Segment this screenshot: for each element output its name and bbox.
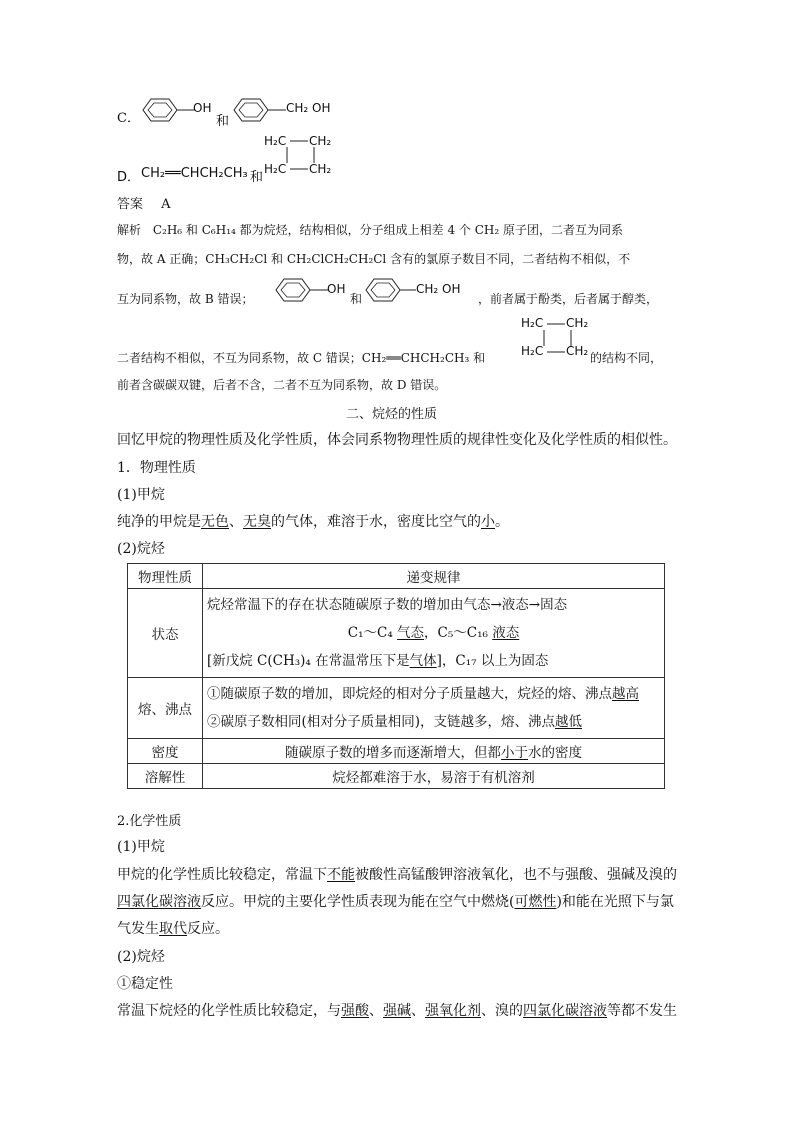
solubility-text: 烷烃都难溶于水，易溶于有机溶剂 [203, 764, 665, 789]
section-title: 二、烷烃的性质 [346, 407, 438, 422]
chemical-properties-heading: 2.化学性质 [117, 814, 182, 829]
methane-physical-text: 纯净的甲烷是无色、无臭的气体，难溶于水，密度比空气的小。 [117, 514, 509, 530]
analysis-line-3b: ，前者属于酚类，后者属于醇类， [478, 292, 659, 306]
ring-bottom-left: H₂C [264, 162, 287, 176]
option-c-join: 和 [216, 114, 230, 129]
physical-properties-heading: 1．物理性质 [117, 460, 196, 476]
table-row-key: 密度 [128, 739, 203, 764]
analysis-line-4b: 的结构不同， [590, 351, 663, 365]
methane-heading: (1)甲烷 [117, 487, 165, 503]
ring-bottom-right: CH₂ [309, 162, 332, 176]
analysis-ch2oh: CH₂ OH [416, 282, 461, 296]
table-row [128, 764, 665, 789]
option-c-label: C． [117, 111, 140, 126]
analysis-label: 解析 [117, 223, 142, 237]
blank-odorless: 无臭 [243, 514, 271, 530]
phenol-oh-group: OH [193, 101, 212, 115]
table-header-trend: 递变规律 [203, 564, 665, 589]
section-intro: 回忆甲烷的物理性质及化学性质，体会同系物物理性质的规律性变化及化学性质的相似性。 [117, 432, 677, 448]
chem-methane-heading: (1)甲烷 [117, 839, 165, 855]
analysis-line-2: 物，故 A 正确；CH₃CH₂Cl 和 CH₂ClCH₂CH₂Cl 含有的氯原子数目不同，二者结构不相似，不 [117, 252, 631, 266]
analysis-line-3a: 互为同系物，故 B 错误； [117, 292, 254, 306]
answer-value: A [161, 197, 171, 212]
table-row [128, 589, 665, 678]
chem-paragraph-line-2: 四氯化碳溶液反应。甲烷的主要化学性质表现为能在空气中燃烧(可燃性)和能在光照下与氯 [117, 894, 674, 910]
analysis-line-1: C₂H₆ 和 C₆H₁₄ 都为烷烃，结构相似，分子组成上相差 4 个 CH₂ 原子团，二者互为同系 [152, 223, 623, 237]
option-d-join: 和 [250, 170, 264, 185]
stability-heading: ①稳定性 [117, 976, 173, 992]
answer-label: 答案 [117, 197, 144, 212]
chem-paragraph-line-4: 常温下烷烃的化学性质比较稳定，与强酸、强碱、强氧化剂、溴的四氯化碳溶液等都不发生 [117, 1003, 677, 1019]
table-header-property: 物理性质 [128, 564, 203, 589]
analysis-phenol-oh: OH [327, 282, 346, 296]
blank-colorless: 无色 [201, 514, 229, 530]
melting-line-2: ②碳原子数相同(相对分子质量相同)，支链越多，熔、沸点越低 [207, 714, 583, 730]
ring-top-right: CH₂ [309, 134, 332, 148]
blank-density: 小 [481, 514, 495, 530]
analysis-ring-bottom-right: CH₂ [566, 344, 589, 358]
alkane-physical-properties-table [127, 563, 665, 789]
analysis-line-5: 前者含碳碳双键，后者不含，二者不互为同系物，故 D 错误。 [117, 378, 447, 392]
state-line-1: 烷烃常温下的存在状态随碳原子数的增加由气态→液态→固态 [207, 597, 568, 613]
option-d-label: D． [117, 170, 141, 185]
table-header-row [128, 564, 665, 589]
table-row-key: 溶解性 [128, 764, 203, 789]
chem-paragraph-line-3: 气发生取代反应。 [117, 921, 229, 937]
ch2oh-group: CH₂ OH [286, 101, 331, 115]
chem-paragraph-line-1: 甲烷的化学性质比较稳定，常温下不能被酸性高锰酸钾溶液氧化，也不与强酸、强碱及溴的 [117, 867, 677, 883]
state-line-2: C₁～C₄ 气态，C₅～C₁₆ 液态 [347, 625, 520, 641]
table-row: 密度 随碳原子数的增多而逐渐增大，但都小于水的密度 [128, 739, 665, 764]
analysis-ring-bottom-left: H₂C [521, 344, 544, 358]
table-row [128, 678, 665, 739]
analysis-line-4a: 二者结构不相似，不互为同系物，故 C 错误；CH₂══CHCH₂CH₃ 和 [117, 351, 486, 365]
option-d-formula: CH₂══CHCH₂CH₃ [141, 166, 248, 181]
state-line-3: [新戊烷 C(CH₃)₄ 在常温常压下是气体]，C₁₇ 以上为固态 [207, 653, 549, 669]
analysis-ring-top-right: CH₂ [566, 316, 589, 330]
ring-top-left: H₂C [264, 134, 287, 148]
alkane-heading: (2)烷烃 [117, 541, 165, 557]
chem-alkane-heading: (2)烷烃 [117, 949, 165, 965]
melting-line-1: ①随碳原子数的增加，即烷烃的相对分子质量越大，烷烃的熔、沸点越高 [207, 686, 639, 702]
table-row-key: 状态 [128, 589, 203, 678]
analysis-ring-top-left: H₂C [521, 316, 544, 330]
table-row-key: 熔、沸点 [128, 678, 203, 739]
analysis-line-3-join: 和 [350, 292, 363, 306]
